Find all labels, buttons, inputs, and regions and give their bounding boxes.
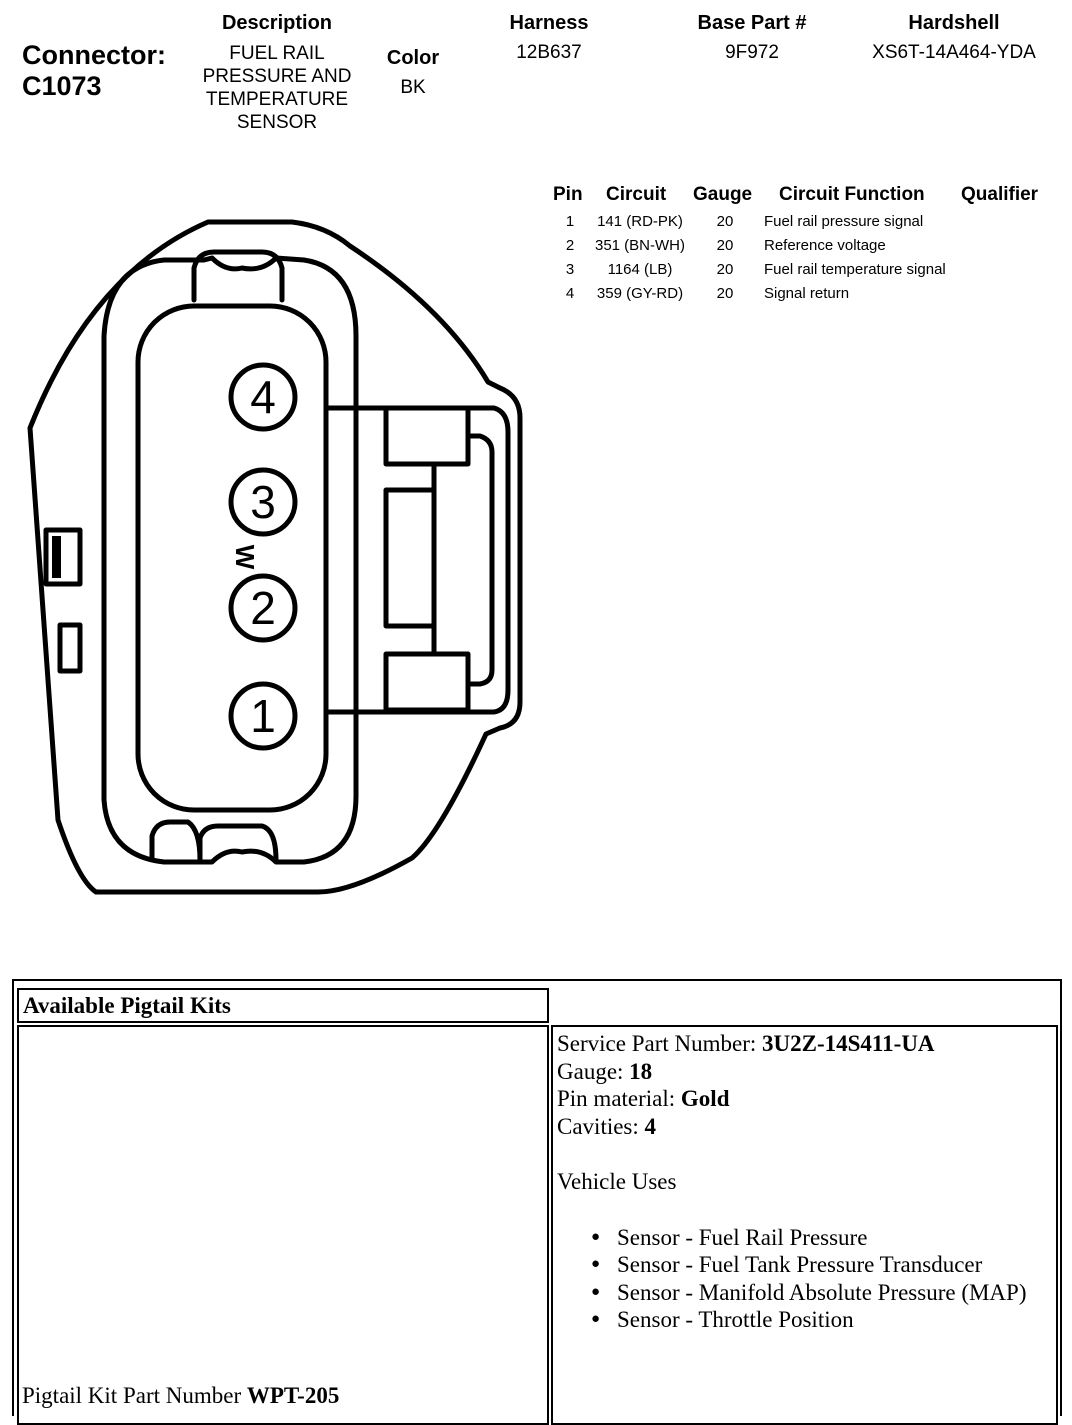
- pin-4-label: 4: [250, 371, 276, 423]
- circuit-value: 351 (BN-WH): [594, 237, 685, 254]
- polarization-slot: [60, 625, 80, 671]
- vehicle-uses-list: [557, 1224, 1052, 1334]
- pigtail-title-cell: [17, 988, 549, 1023]
- color-label: Color: [386, 47, 440, 69]
- side-lock-upper-block: [386, 408, 468, 464]
- bottom-latch-notch: [152, 822, 200, 860]
- description-line: PRESSURE AND: [202, 66, 352, 87]
- hardshell-value: XS6T-14A464-YDA: [872, 42, 1036, 63]
- connector-id: C1073: [22, 71, 102, 101]
- circuit-value: 1164 (LB): [607, 261, 673, 278]
- list-item: ● Sensor - Manifold Absolute Pressure (MAP): [557, 1279, 1052, 1307]
- connector-label: Connector:: [22, 40, 166, 70]
- cavities: [557, 1113, 1052, 1141]
- pin-material: [557, 1085, 1052, 1113]
- function-value: Fuel rail pressure signal: [764, 213, 924, 230]
- gauge-value: 20: [716, 285, 734, 302]
- harness-label: Harness: [509, 12, 589, 34]
- description-label: Description: [221, 12, 333, 34]
- pin-1-label: 1: [250, 690, 276, 742]
- gauge-value: 20: [716, 237, 734, 254]
- qualifier-header: Qualifier: [961, 184, 1039, 205]
- color-value: BK: [400, 77, 426, 98]
- list-item: ● Sensor - Fuel Tank Pressure Transducer: [557, 1251, 1052, 1279]
- list-item: ● Sensor - Fuel Rail Pressure: [557, 1224, 1052, 1252]
- pigtail-image-cell: [17, 1025, 549, 1425]
- pin-number: 4: [565, 285, 575, 302]
- service-part-label: Service Part Number:: [557, 1031, 763, 1056]
- pin-material-value: Gold: [680, 1086, 730, 1111]
- side-lock-lower-block: [386, 654, 468, 710]
- circuit-function-header: Circuit Function: [779, 184, 925, 205]
- circuit-header: Circuit: [606, 184, 667, 205]
- hardshell-label: Hardshell: [908, 12, 1000, 34]
- pin-3-label: 3: [250, 476, 276, 528]
- kit-part-value: WPT-205: [246, 1383, 340, 1408]
- description-line: FUEL RAIL: [229, 43, 325, 64]
- cavities-label: Cavities:: [557, 1113, 645, 1139]
- connector-face-diagram: [0, 160, 540, 900]
- pigtail-title: Available Pigtail Kits: [23, 993, 231, 1018]
- side-lock-spring: [468, 436, 492, 684]
- polarization-key: [46, 530, 80, 584]
- side-lock-middle-block: [386, 490, 434, 626]
- service-part-number: [557, 1030, 1052, 1058]
- circuit-value: 141 (RD-PK): [597, 213, 683, 230]
- marker-letter: W: [230, 544, 260, 570]
- pin-number: 2: [565, 237, 575, 254]
- service-part-value: 3U2Z-14S411-UA: [762, 1031, 935, 1056]
- circuit-value: 359 (GY-RD): [596, 285, 684, 302]
- gauge: [557, 1058, 1052, 1086]
- gauge-value: 18: [629, 1058, 653, 1084]
- side-lock-housing: [326, 408, 508, 712]
- description-value: [182, 42, 372, 134]
- pin-2-label: 2: [250, 582, 276, 634]
- gauge-label: Gauge:: [557, 1058, 630, 1084]
- pin-material-label: Pin material:: [557, 1086, 681, 1111]
- pigtail-details-cell: [551, 1025, 1058, 1425]
- harness-value: 12B637: [516, 42, 582, 63]
- gauge-value: 20: [716, 213, 734, 230]
- base-part-label: Base Part #: [697, 12, 807, 34]
- function-value: Fuel rail temperature signal: [764, 261, 946, 278]
- gauge-header: Gauge: [693, 184, 753, 205]
- pigtail-kit-part-number: [22, 1382, 339, 1410]
- pin-number: 3: [565, 261, 575, 278]
- description-line: TEMPERATURE: [205, 89, 349, 110]
- function-value: Signal return: [764, 285, 850, 302]
- function-value: Reference voltage: [764, 237, 886, 254]
- kit-part-label: Pigtail Kit Part Number: [22, 1383, 247, 1408]
- pin-number: 1: [565, 213, 575, 230]
- base-part-value: 9F972: [725, 42, 779, 63]
- cavities-value: 4: [644, 1113, 657, 1139]
- gauge-value: 20: [716, 261, 734, 278]
- description-line: SENSOR: [236, 112, 318, 133]
- list-item: ● Sensor - Throttle Position: [557, 1306, 1052, 1334]
- pin-header: Pin: [553, 184, 583, 205]
- vehicle-uses-label: Vehicle Uses: [557, 1169, 677, 1194]
- polarization-key-inner: [52, 536, 61, 578]
